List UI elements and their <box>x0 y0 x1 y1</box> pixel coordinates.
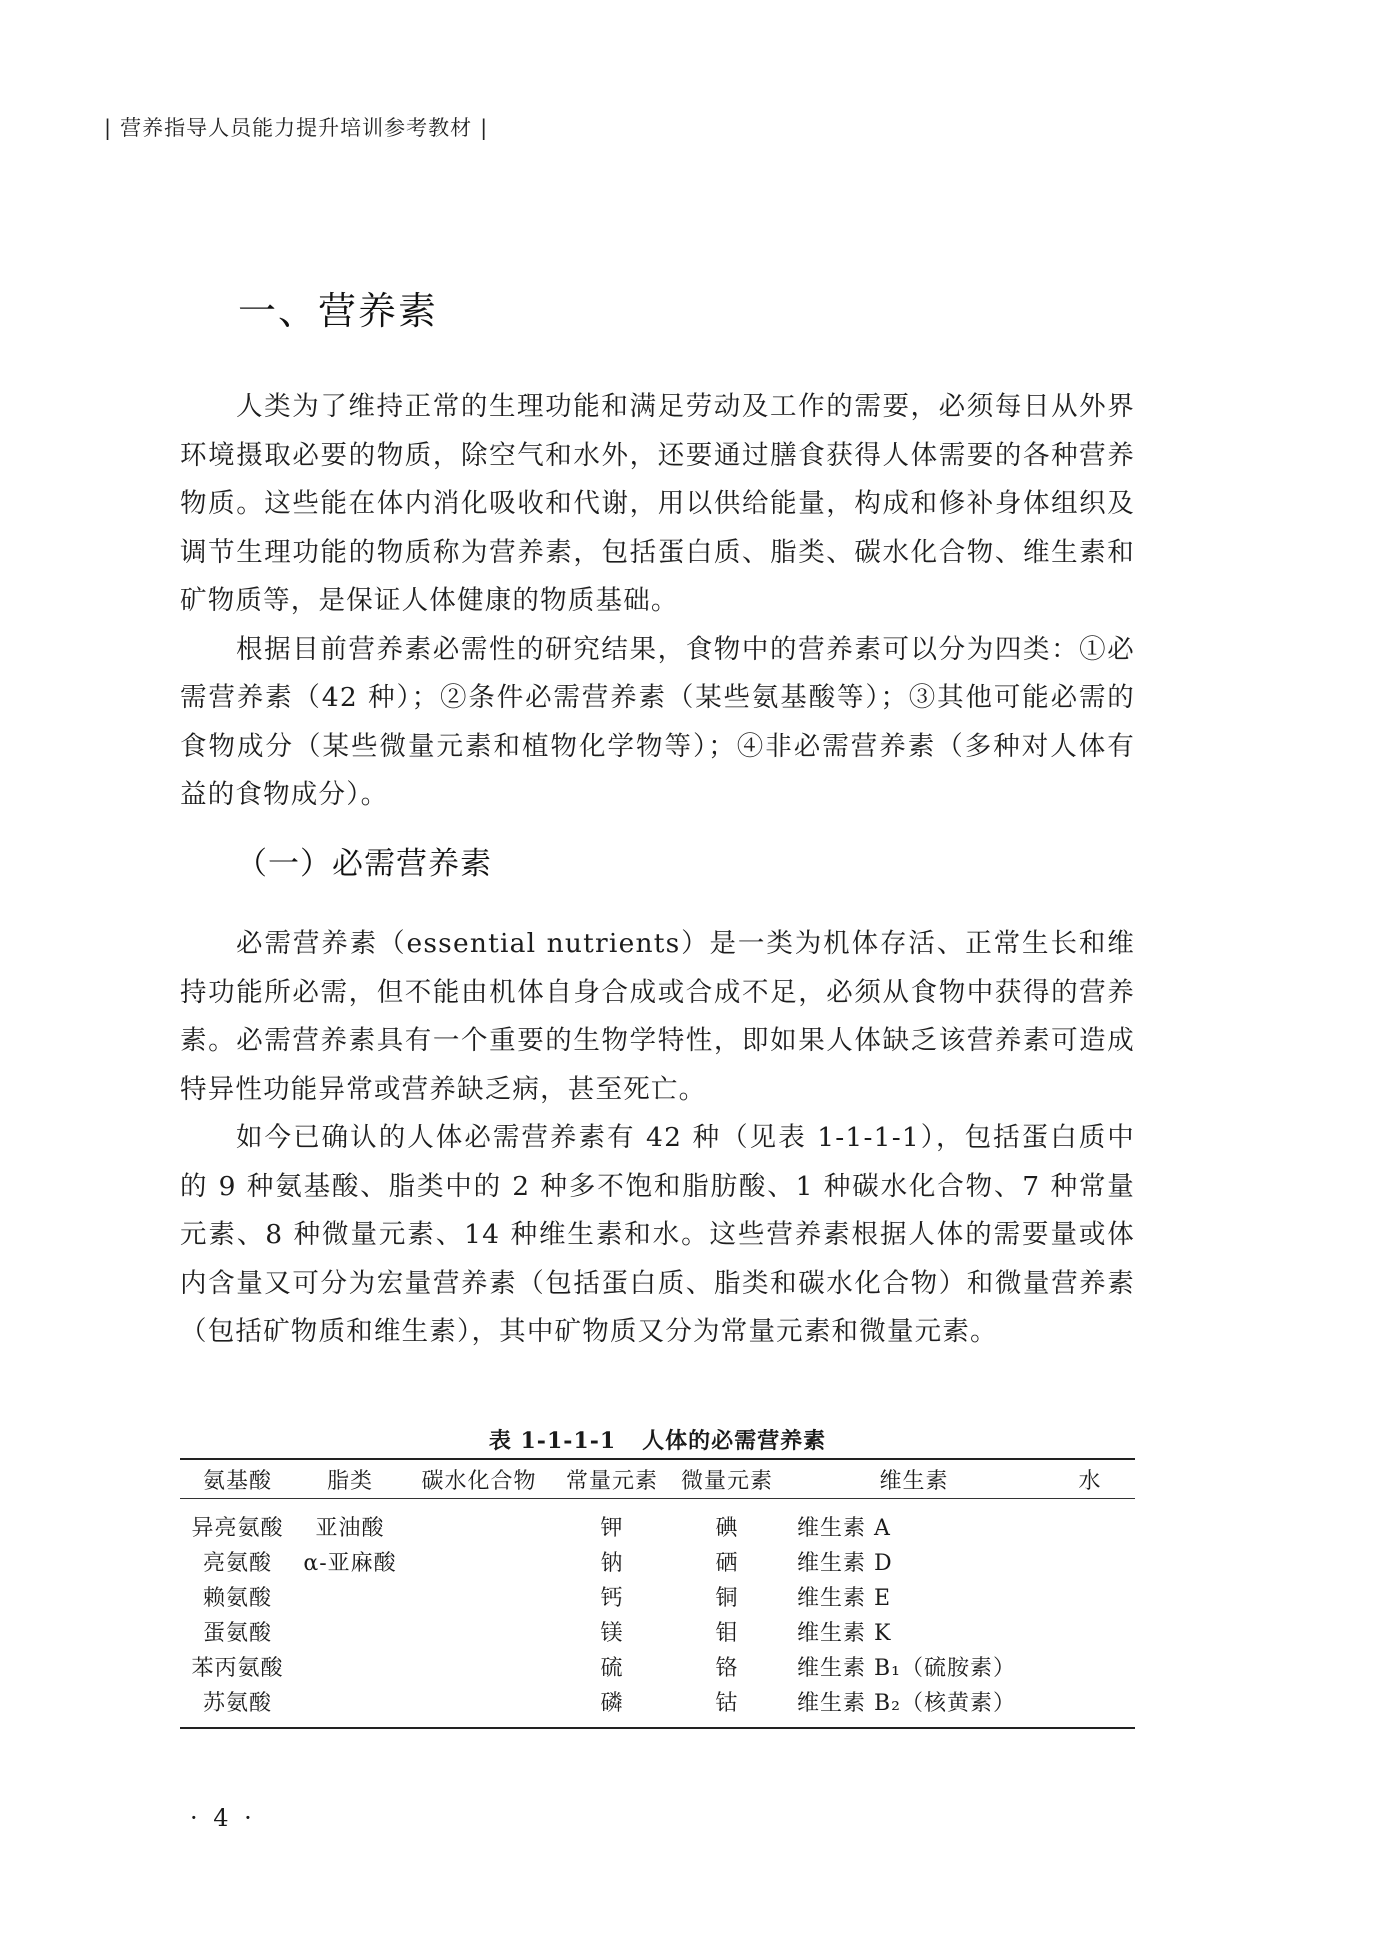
table-cell: 维生素 E <box>797 1586 892 1611</box>
table-cell <box>405 1614 553 1649</box>
column-header: 常量元素 <box>553 1459 671 1499</box>
table-cell: 蛋氨酸 <box>202 1621 272 1646</box>
table-cell: 维生素 K <box>797 1621 892 1646</box>
table-cell <box>405 1684 553 1728</box>
table-cell: 铜 <box>715 1586 739 1611</box>
table-cell <box>295 1614 405 1649</box>
column-header: 脂类 <box>295 1459 405 1499</box>
table-cell: 维生素 D <box>797 1551 893 1576</box>
running-head <box>96 112 496 142</box>
table-cell: 钼 <box>715 1621 739 1646</box>
table-cell <box>295 1579 405 1614</box>
table-caption-number: 表 1-1-1-1 <box>488 1428 617 1454</box>
paragraph: 如今已确认的人体必需营养素有 42 种（见表 1-1-1-1），包括蛋白质中的 9 种氨基酸、脂类中的 2 种多不饱和脂肪酸、1 种碳水化合物、7 种常量元素、8 种微量元素、14 种维生素和水。这些营养素根据人体的需要量或体内含量又可分为宏量营养素（包括蛋白质、脂类和碳水化合物）和微量营养素（包括矿物质和维生素），其中矿物质又分为常量元素和微量元素。 <box>180 1122 1135 1347</box>
table-cell: 异亮氨酸 <box>191 1516 284 1541</box>
table-cell <box>1045 1614 1135 1649</box>
page-number: · 4 · <box>190 1804 256 1832</box>
table-row <box>180 1649 1135 1684</box>
table-cell <box>405 1499 553 1545</box>
table-cell <box>1045 1579 1135 1614</box>
table-cell: 亮氨酸 <box>202 1551 272 1576</box>
table-cell <box>295 1649 405 1684</box>
table-cell: 维生素 B₁（硫胺素） <box>797 1656 1016 1681</box>
table-cell: 赖氨酸 <box>202 1586 272 1611</box>
table-row <box>180 1499 1135 1545</box>
table-cell: 硒 <box>715 1551 739 1576</box>
section-title: 一、营养素 <box>238 289 439 333</box>
table-cell: 铬 <box>715 1656 739 1681</box>
table-cell: 镁 <box>600 1621 624 1646</box>
table-cell <box>1045 1684 1135 1728</box>
table-cell: 钙 <box>600 1586 624 1611</box>
table-cell: 维生素 A <box>797 1516 891 1541</box>
subsection-body <box>180 920 1135 1357</box>
table-cell: 硫 <box>600 1656 624 1681</box>
table-cell <box>405 1544 553 1579</box>
table-row <box>180 1684 1135 1728</box>
table-cell <box>1045 1649 1135 1684</box>
table-cell: 维生素 B₂（核黄素） <box>783 1684 1045 1728</box>
table-cell <box>405 1579 553 1614</box>
running-head-bar-right: | <box>480 116 489 140</box>
table-cell: 钴 <box>671 1684 783 1728</box>
column-header: 维生素 <box>783 1459 1045 1499</box>
table-caption <box>180 1424 1135 1455</box>
paragraph: 人类为了维持正常的生理功能和满足劳动及工作的需要，必须每日从外界环境摄取必要的物质，除空气和水外，还要通过膳食获得人体需要的各种营养物质。这些能在体内消化吸收和代谢，用以供给能量，构成和修补身体组织及调节生理功能的物质称为营养素，包括蛋白质、脂类、碳水化合物、维生素和矿物质等，是保证人体健康的物质基础。 <box>180 391 1135 616</box>
table-cell <box>1045 1544 1135 1579</box>
table-cell <box>1045 1499 1135 1545</box>
table-caption-title: 人体的必需营养素 <box>642 1428 827 1454</box>
table-cell <box>295 1684 405 1728</box>
section-body <box>180 383 1135 820</box>
column-header: 微量元素 <box>671 1459 783 1499</box>
table-cell: 苏氨酸 <box>180 1684 295 1728</box>
paragraph: 必需营养素（essential nutrients）是一类为机体存活、正常生长和维持功能所必需，但不能由机体自身合成或合成不足，必须从食物中获得的营养素。必需营养素具有一个重要的生物学特性，即如果人体缺乏该营养素可造成特异性功能异常或营养缺乏病，甚至死亡。 <box>180 928 1135 1105</box>
subsection-title: （一）必需营养素 <box>236 846 492 882</box>
table-cell: 苯丙氨酸 <box>191 1656 284 1681</box>
table-cell: 磷 <box>553 1684 671 1728</box>
column-header: 氨基酸 <box>180 1459 295 1499</box>
table-cell: 钾 <box>600 1516 624 1541</box>
table-row <box>180 1614 1135 1649</box>
running-head-text: 营养指导人员能力提升培训参考教材 <box>120 116 473 140</box>
table-cell: 碘 <box>715 1516 739 1541</box>
table-cell: 亚油酸 <box>315 1516 385 1541</box>
table-cell: α-亚麻酸 <box>303 1551 397 1576</box>
paragraph: 根据目前营养素必需性的研究结果，食物中的营养素可以分为四类：①必需营养素（42 种）；②条件必需营养素（某些氨基酸等）；③其他可能必需的食物成分（某些微量元素和植物化学物等）；④非必需营养素（多种对人体有益的食物成分）。 <box>180 633 1135 810</box>
table-cell <box>405 1649 553 1684</box>
column-header: 水 <box>1045 1459 1135 1499</box>
table-row <box>180 1544 1135 1579</box>
table-cell: 钠 <box>600 1551 624 1576</box>
nutrients-table <box>180 1458 1135 1729</box>
table-header-row <box>180 1459 1135 1499</box>
running-head-bar-left: | <box>104 116 113 140</box>
table-row <box>180 1579 1135 1614</box>
column-header: 碳水化合物 <box>405 1459 553 1499</box>
